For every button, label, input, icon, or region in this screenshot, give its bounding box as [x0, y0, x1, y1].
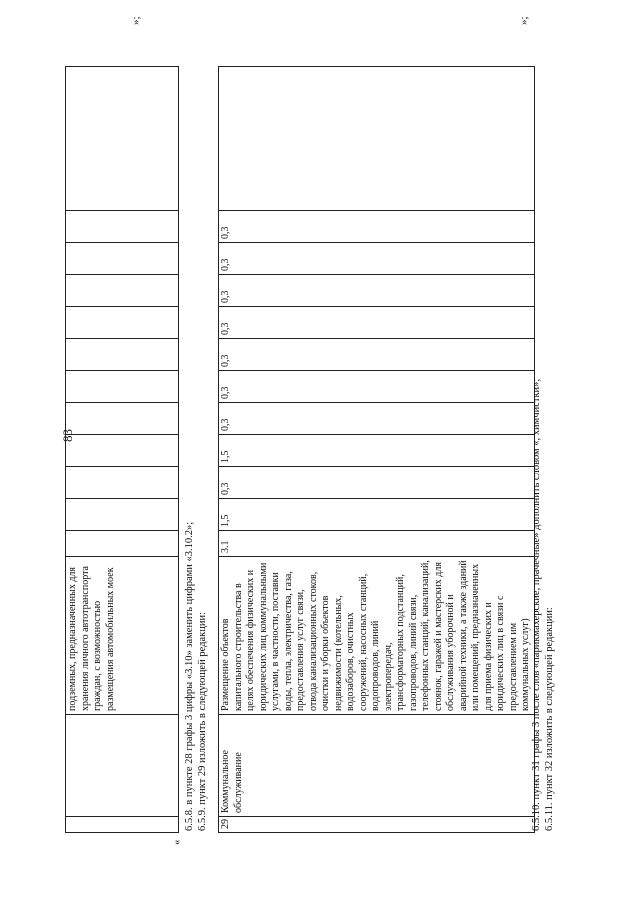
cell: [66, 307, 179, 339]
cell: [66, 275, 179, 307]
cell: [66, 531, 179, 557]
value-cell: 0,3: [219, 307, 535, 339]
value-cell: 0,3: [219, 211, 535, 243]
closing-quote: »;: [518, 16, 530, 25]
paragraph: 6.5.10. пункт 31 графы 3 после слов «парикмахерские, прачечные» дополнить словом «, химчистки»;: [531, 378, 542, 831]
value-cell: 0,3: [219, 243, 535, 275]
closing-quote: »;: [130, 16, 142, 25]
opening-quote: «: [171, 839, 183, 845]
row-code: 3.1: [219, 531, 535, 557]
row-name: Коммунальное обслуживание: [219, 715, 535, 817]
cell: [66, 211, 179, 243]
page-number: 83: [60, 429, 75, 442]
cell: [66, 371, 179, 403]
cell: [66, 403, 179, 435]
cell: [66, 339, 179, 371]
value-cell: 0,3: [219, 339, 535, 371]
cell: [66, 243, 179, 275]
row-description: Размещение объектов капитального строительства в целях обеспечения физических и юридических лиц коммунальными услугами, в частности, поставки воды, тепла, электричества, газа, предоставления услуг связи, отвода канализационных стоков, очистки и уборки объектов недвижимости (котельных, водозаборов, очистных сооружений, насосных станций, водопроводов, линий электропередач, трансформаторных подстанций, газопроводов, линий связи, телефонных станций, канализаций, стоянок, гаражей и мастерских для обслуживания уборочной и аварийной техники, а также зданий или помещений, предназначенных для приема физических и юридических лиц в связи с предоставлением им коммунальных услуг): [219, 557, 535, 715]
cell: [66, 467, 179, 499]
table-top-fragment: [65, 66, 179, 833]
table-row: [219, 67, 535, 833]
paragraph: 6.5.9. пункт 29 изложить в следующей редакции:: [197, 612, 208, 831]
value-cell: 0,3: [219, 403, 535, 435]
cell: [66, 435, 179, 467]
paragraph: 6.5.8. в пункте 28 графы 3 цифры «3.10» заменить цифрами «3.10.2»;: [184, 521, 195, 831]
value-cell: 0,3: [219, 275, 535, 307]
value-cell: 1,5: [219, 499, 535, 531]
value-cell: 0,3: [219, 467, 535, 499]
value-cell: 0,3: [219, 371, 535, 403]
value-cell: 1,5: [219, 435, 535, 467]
cell: [66, 67, 179, 211]
cell: [66, 817, 179, 833]
cell: [66, 715, 179, 817]
table-row: [66, 67, 179, 833]
paragraph: 6.5.11. пункт 32 изложить в следующей редакции:: [544, 607, 555, 831]
row-number: 29: [219, 817, 535, 833]
cell-description: подземных, предназначенных для хранения личного автотранспорта граждан, с возможностью размещения автомобильных моек: [66, 557, 179, 715]
empty-cell: [219, 67, 535, 211]
table-row-29: [218, 66, 535, 833]
cell: [66, 499, 179, 531]
